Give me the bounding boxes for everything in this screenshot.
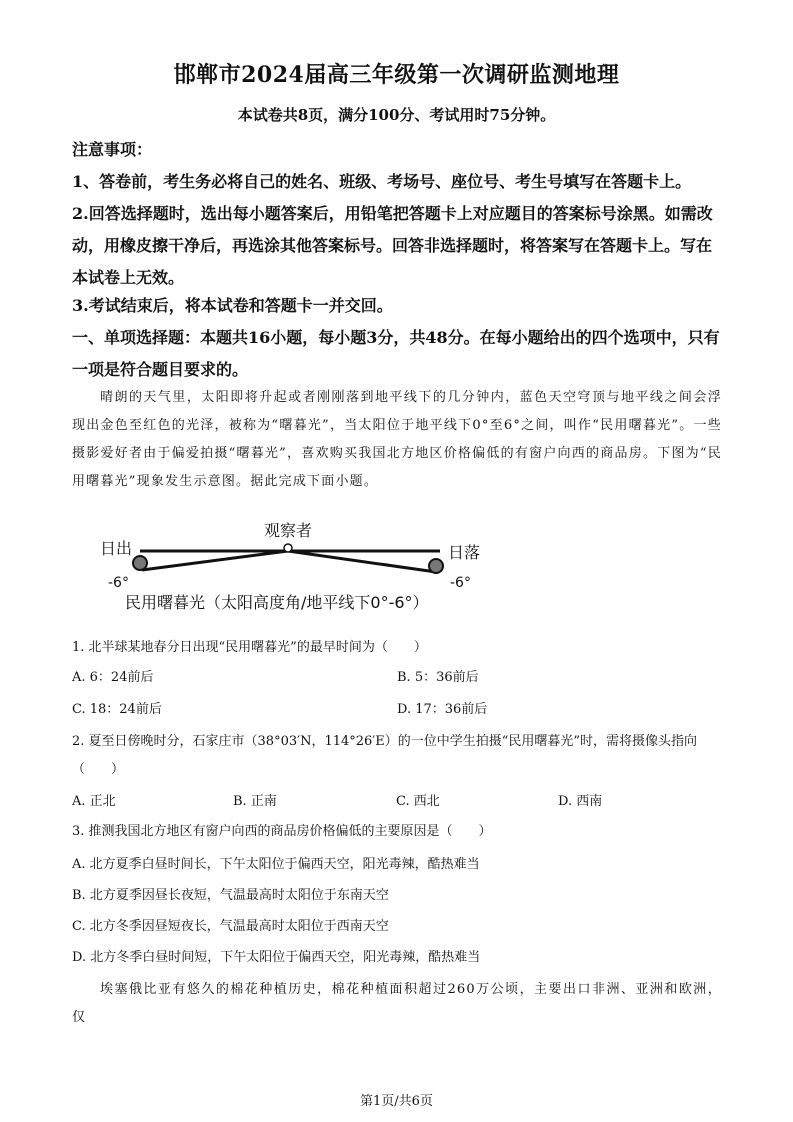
section-heading: 一、单项选择题：本题共16小题，每小题3分，共48分。在每小题给出的四个选项中，只有一项是符合题目要求的。 xyxy=(72,328,720,379)
note-item-2: 2.回答选择题时，选出每小题答案后，用铅笔把答题卡上对应题目的答案标号涂黑。如需改动，用橡皮擦干净后，再选涂其他答案标号。回答非选择题时，将答案写在答题卡上。写在本试卷上无效。 xyxy=(72,204,713,287)
q1-option-a: A. 6：24前后 xyxy=(72,670,154,685)
question-1-stem: 1. 北半球某地春分日出现“民用曙暮光”的最早时间为（ ） xyxy=(72,640,427,655)
civil-twilight-diagram xyxy=(95,515,495,615)
passage-twilight: 晴朗的天气里，太阳即将升起或者刚刚落到地平线下的几分钟内，蓝色天空穹顶与地平线之间会浮现出金色至红色的光泽，被称为“曙暮光”，当太阳位于地平线下0°至6°之间，叫作“民用曙暮光”。一些摄影爱好者由于偏爱拍摄“曙暮光”，喜欢购买我国北方地区价格偏低的有窗户向西的商品房。下图为“民用曙暮光”现象发生示意图。据此完成下面小题。 xyxy=(72,390,722,489)
q3-option-a: A. 北方夏季白昼时间长，下午太阳位于偏西天空，阳光毒辣，酷热难当 xyxy=(72,857,480,872)
page-number: 第1页/共6页 xyxy=(360,1094,433,1109)
question-2-stem: 2. 夏至日傍晚时分，石家庄市（38°03′N，114°26′E）的一位中学生拍摄“民用曙暮光”时，需将摄像头指向（ ） xyxy=(72,734,698,777)
right-sight-line xyxy=(288,551,436,572)
passage-ethiopia-cotton: 埃塞俄比亚有悠久的棉花种植历史，棉花种植面积超过260万公顷，主要出口非洲、亚洲和欧洲，仅 xyxy=(72,982,722,1025)
q2-option-b: B. 正南 xyxy=(233,794,277,809)
sunrise-label: 日出 xyxy=(100,539,133,558)
q2-option-a: A. 正北 xyxy=(72,794,116,809)
q3-option-b: B. 北方夏季因昼长夜短，气温最高时太阳位于东南天空 xyxy=(72,888,389,903)
exam-subtitle: 本试卷共8页，满分100分、考试用时75分钟。 xyxy=(237,106,556,124)
sunrise-sun-icon xyxy=(133,556,147,570)
exam-title: 邯郸市2024届高三年级第一次调研监测地理 xyxy=(173,62,620,88)
observer-icon xyxy=(284,544,292,552)
q1-option-d: D. 17：36前后 xyxy=(397,702,488,717)
left-sight-line xyxy=(142,551,288,570)
sunset-label: 日落 xyxy=(448,543,481,562)
observer-label: 观察者 xyxy=(263,521,313,540)
q1-option-b: B. 5：36前后 xyxy=(397,670,479,685)
q3-option-d: D. 北方冬季白昼时间短，下午太阳位于偏西天空，阳光毒辣，酷热难当 xyxy=(72,950,481,965)
diagram-caption: 民用曙暮光（太阳高度角/地平线下0°-6°） xyxy=(125,593,429,612)
right-angle-label: -6° xyxy=(450,575,471,591)
q2-option-d: D. 西南 xyxy=(558,794,603,809)
note-item-1: 1、答卷前，考生务必将自己的姓名、班级、考场号、座位号、考生号填写在答题卡上。 xyxy=(72,172,692,191)
q1-option-c: C. 18：24前后 xyxy=(72,702,162,717)
left-angle-label: -6° xyxy=(108,575,129,591)
note-item-3: 3.考试结束后，将本试卷和答题卡一并交回。 xyxy=(72,296,393,315)
q3-option-c: C. 北方冬季因昼短夜长，气温最高时太阳位于西南天空 xyxy=(72,919,389,934)
sunset-sun-icon xyxy=(429,559,443,573)
q2-option-c: C. 西北 xyxy=(396,794,440,809)
question-3-stem: 3. 推测我国北方地区有窗户向西的商品房价格偏低的主要原因是（ ） xyxy=(72,824,492,839)
notes-heading: 注意事项： xyxy=(72,140,153,159)
